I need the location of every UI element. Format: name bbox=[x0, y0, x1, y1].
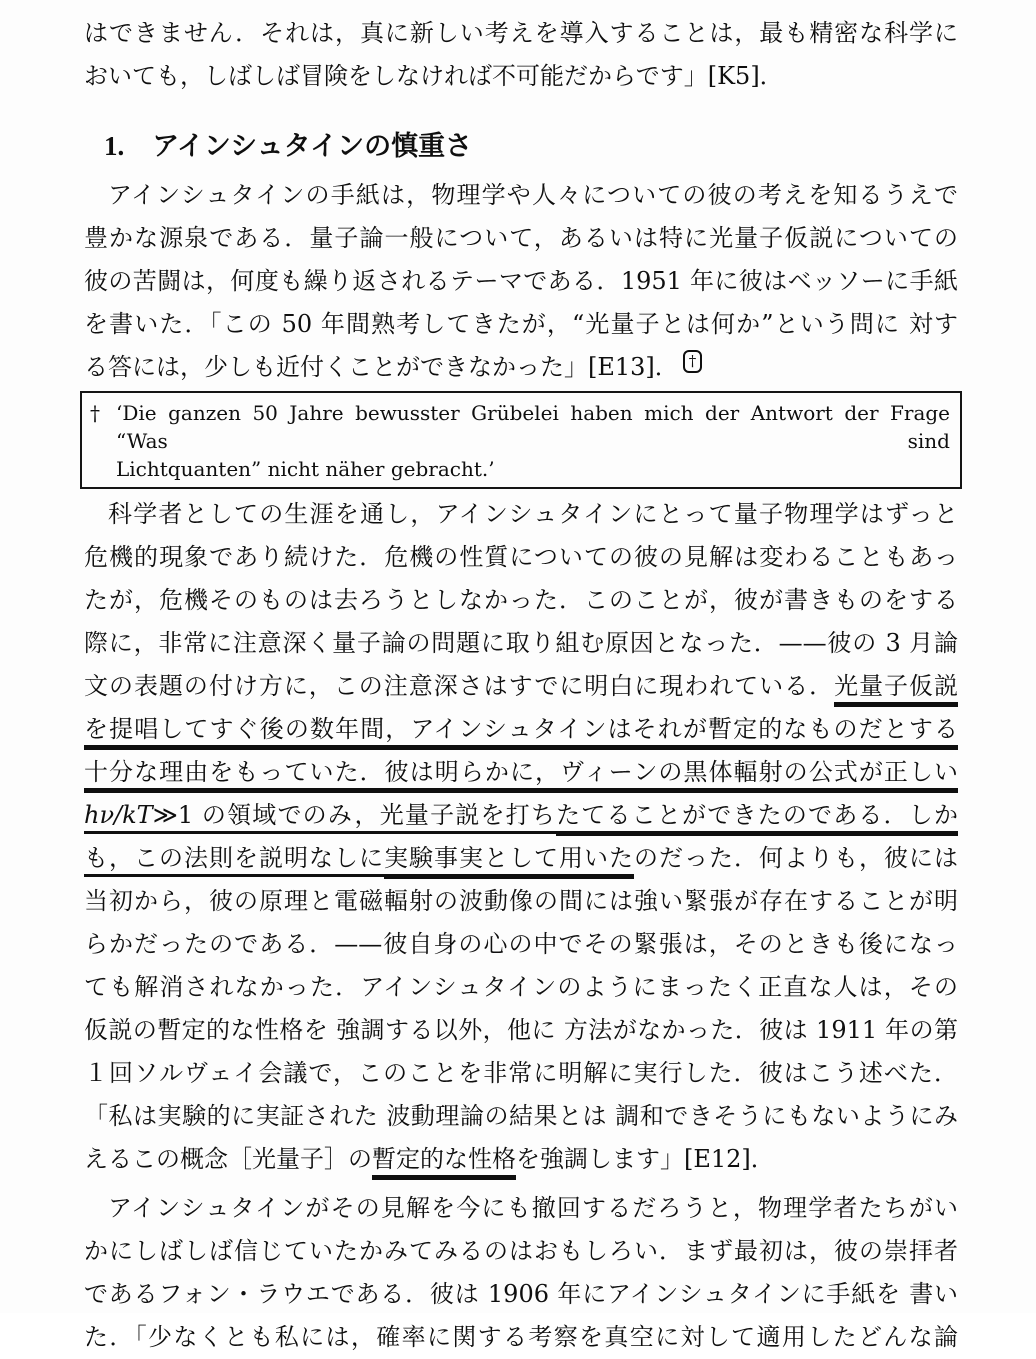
body-text: を強調します」[E12]． bbox=[516, 1145, 775, 1173]
underlined-text: ≫1 の領域でのみ，光量子説を打ち bbox=[153, 801, 556, 834]
footnote-text bbox=[116, 399, 950, 483]
underlined-text: 十分な理由をもっていた．彼は明らかに，ヴィーンの黒体輻射の公式が正しい bbox=[84, 758, 958, 793]
body-text: を書いた．「この 50 年間熟考してきたが，“光量子とは何か”という問に 対す bbox=[84, 310, 958, 338]
footnote-line: ‘Die ganzen 50 Jahre bewusster Grübelei haben mich der Antwort der Frage “Was sind bbox=[116, 401, 950, 453]
text-line bbox=[84, 751, 958, 794]
body-text: はできません．それは，真に新しい考えを導入することは，最も精密な科学に bbox=[84, 19, 958, 47]
body-text: のだった．何よりも，彼には bbox=[634, 844, 958, 872]
text-line bbox=[84, 493, 958, 536]
text-line bbox=[84, 1230, 958, 1273]
text-line bbox=[84, 217, 958, 260]
body-text: であるフォン・ラウエである．彼は 1906 年にアインシュタインに手紙を 書い bbox=[84, 1280, 958, 1308]
text-line bbox=[84, 708, 958, 751]
text-line bbox=[84, 55, 958, 98]
body-text: 際に，非常に注意深く量子論の問題に取り組む原因となった．——彼の 3 月論 bbox=[84, 629, 958, 657]
text-line bbox=[84, 174, 958, 217]
body-text: 文の表題の付け方に，この注意深さはすでに明白に現われている． bbox=[84, 672, 835, 700]
body-text: らかだったのである．——彼自身の心の中でその緊張は，そのときも後になっ bbox=[84, 930, 958, 958]
text-line bbox=[84, 12, 958, 55]
body-text: る答には，少しも近付くことができなかった」[E13]． bbox=[84, 353, 679, 381]
text-line bbox=[84, 1187, 958, 1230]
body-text: えるこの概念［光量子］の bbox=[84, 1145, 372, 1173]
body-text: 仮説の暫定的な性格を 強調する以外，他に 方法がなかった．彼は 1911 年の第 bbox=[84, 1016, 958, 1044]
text-line bbox=[84, 966, 958, 1009]
body-text: アインシュタインの手紙は，物理学や人々についての彼の考えを知るうえで bbox=[108, 181, 958, 209]
text-line bbox=[84, 1052, 958, 1095]
text-line bbox=[84, 303, 958, 346]
section-heading bbox=[104, 124, 958, 168]
body-text: アインシュタインがその見解を今にも撤回するだろうと，物理学者たちがい bbox=[108, 1194, 958, 1222]
underlined-text: も，この法則を説明なしに bbox=[84, 844, 384, 877]
text-line bbox=[84, 1273, 958, 1316]
footnote-line: Lichtquanten” nicht näher gebracht.’ bbox=[116, 457, 495, 481]
text-line bbox=[84, 923, 958, 966]
body-text: ても解消されなかった．アインシュタインのようにまったく正直な人は，その bbox=[84, 973, 958, 1001]
text-line bbox=[84, 880, 958, 923]
text-line bbox=[84, 1316, 958, 1359]
section-title: アインシュタインの慎重さ bbox=[152, 131, 473, 161]
text-line bbox=[84, 837, 958, 880]
paragraph-1 bbox=[84, 174, 958, 389]
text-line bbox=[84, 1138, 958, 1181]
paragraph-continuation bbox=[84, 12, 958, 98]
body-text: たが，危機そのものは去ろうとしなかった．このことが，彼が書きものをする bbox=[84, 586, 958, 614]
body-text: 豊かな源泉である．量子論一般について，あるいは特に光量子仮説についての bbox=[84, 224, 958, 252]
text-line bbox=[84, 260, 958, 303]
text-line bbox=[84, 536, 958, 579]
section-number: 1. bbox=[104, 131, 125, 161]
footnote-box bbox=[80, 391, 962, 489]
body-text: １回ソルヴェイ会議で，このことを非常に明解に実行した．彼はこう述べた． bbox=[84, 1059, 958, 1087]
underlined-text: たてることができたのである．しか bbox=[556, 801, 958, 836]
body-text: おいても，しばしば冒険をしなければ不可能だからです」[K5]． bbox=[84, 62, 784, 90]
underlined-text: 実験事実として用いた bbox=[384, 844, 634, 879]
body-text: 彼の苦闘は，何度も繰り返されるテーマである．1951 年に彼はベッソーに手紙 bbox=[84, 267, 958, 295]
dagger-reference-icon: † bbox=[683, 350, 703, 373]
text-line bbox=[84, 346, 958, 389]
text-line bbox=[84, 665, 958, 708]
paragraph-2 bbox=[84, 493, 958, 1181]
text-line bbox=[84, 1095, 958, 1138]
dagger-icon: † bbox=[90, 401, 100, 425]
paragraph-3 bbox=[84, 1187, 958, 1359]
body-text: た．「少なくとも私には，確率に関する考察を真空に対して適用したどんな論 bbox=[84, 1323, 958, 1351]
body-text: かにしばしば信じていたかみてみるのはおもしろい．まず最初は，彼の崇拝者 bbox=[84, 1237, 958, 1265]
body-text: 危機的現象であり続けた．危機の性質についての彼の見解は変わることもあっ bbox=[84, 543, 958, 571]
body-text: 当初から，彼の原理と電磁輻射の波動像の間には強い緊張が存在することが明 bbox=[84, 887, 958, 915]
underlined-text: 暫定的な性格 bbox=[372, 1145, 516, 1180]
body-text: 「私は実験的に実証された 波動理論の結果とは 調和できそうにもないようにみ bbox=[84, 1102, 958, 1130]
formula-text: hν/kT bbox=[84, 801, 153, 834]
text-line bbox=[84, 794, 958, 837]
body-text: 科学者としての生涯を通し，アインシュタインにとって量子物理学はずっと bbox=[108, 500, 958, 528]
underlined-text: 光量子仮説 bbox=[834, 672, 958, 707]
text-line bbox=[84, 579, 958, 622]
underlined-text: を提唱してすぐ後の数年間，アインシュタインはそれが暫定的なものだとする bbox=[84, 715, 958, 750]
text-line bbox=[84, 622, 958, 665]
text-line bbox=[84, 1009, 958, 1052]
